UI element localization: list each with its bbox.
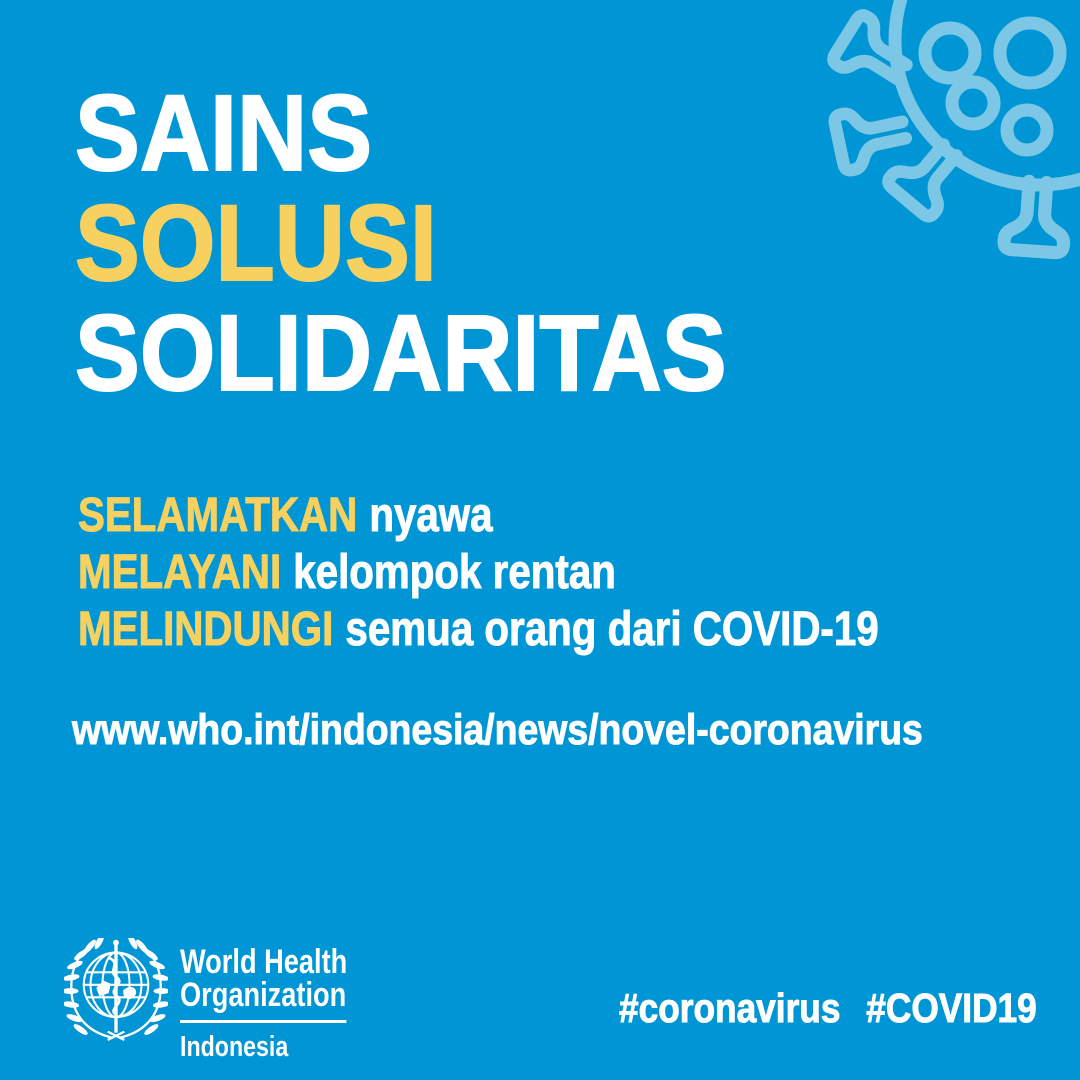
- message-rest: kelompok rentan: [293, 546, 616, 599]
- message-rest: semua orang dari COVID-19: [345, 603, 879, 656]
- hashtags: [619, 984, 1037, 1032]
- hashtag-coronavirus: #coronavirus: [619, 985, 841, 1031]
- message-emphasis: SELAMATKAN: [78, 489, 358, 542]
- headline: [75, 72, 727, 413]
- who-org-line-2: Organization: [180, 976, 347, 1014]
- hashtag-covid19: #COVID19: [866, 985, 1037, 1031]
- who-country-label: Indonesia: [180, 1031, 289, 1063]
- website-url: www.who.int/indonesia/news/novel-coronavirus: [72, 706, 923, 754]
- message-emphasis: MELAYANI: [78, 546, 282, 599]
- headline-line-3: SOLIDARITAS: [75, 292, 727, 413]
- headline-line-2: SOLUSI: [75, 182, 437, 303]
- message-emphasis: MELINDUNGI: [78, 603, 334, 656]
- coronavirus-icon: [780, 0, 1080, 290]
- message-rest: nyawa: [369, 489, 493, 542]
- logo-divider: [180, 1020, 346, 1023]
- who-org-line-1: World Health: [180, 943, 348, 981]
- message-line: [78, 487, 879, 544]
- who-logo-text: [180, 943, 348, 1064]
- headline-line-1: SAINS: [75, 72, 373, 193]
- who-emblem-icon: [64, 938, 168, 1042]
- who-logo: [64, 938, 389, 1064]
- message-line: [78, 544, 879, 601]
- message-line: [78, 601, 879, 658]
- message-list: [78, 487, 879, 658]
